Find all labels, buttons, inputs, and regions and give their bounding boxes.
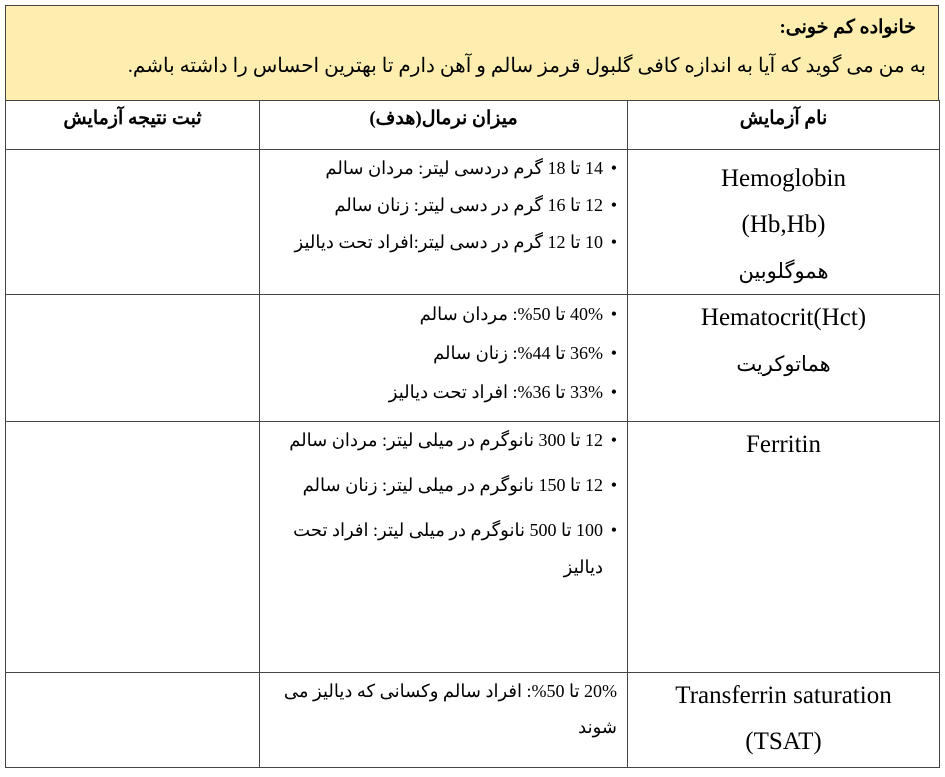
table-row — [6, 673, 940, 768]
normal-range-cell — [260, 295, 628, 422]
result-entry-cell[interactable] — [6, 295, 260, 422]
normal-range-cell — [260, 673, 628, 768]
range-item: • 12 تا 150 نانوگرم در میلی لیتر: زنان سالم — [268, 467, 617, 504]
range-item: 20% تا 50%: افراد سالم وکسانی که دیالیز می شوند — [283, 681, 617, 737]
test-name-fa: هموگلوبین — [738, 259, 829, 283]
normal-range-cell — [260, 150, 628, 295]
banner-title: خانواده کم خونی: — [779, 17, 916, 38]
header-normal-range: میزان نرمال(هدف) — [260, 101, 628, 150]
range-item: • 40% تا 50%: مردان سالم — [268, 295, 617, 334]
test-abbrev: (Hb,Hb) — [741, 211, 826, 238]
table-row — [6, 295, 940, 422]
table-header-row — [6, 101, 940, 150]
test-name-fa: هماتوکریت — [736, 352, 831, 376]
normal-range-cell — [260, 422, 628, 673]
test-name-cell — [628, 673, 940, 768]
anemia-family-banner — [5, 5, 939, 100]
result-entry-cell[interactable] — [6, 673, 260, 768]
range-item: • 100 تا 500 نانوگرم در میلی لیتر: افراد تحت دیالیز — [268, 512, 617, 586]
header-test-name: نام آزمایش — [628, 101, 940, 150]
lab-tests-table — [5, 100, 940, 768]
range-item: • 14 تا 18 گرم دردسی لیتر: مردان سالم — [268, 150, 617, 187]
test-name-cell — [628, 422, 940, 673]
result-entry-cell[interactable] — [6, 150, 260, 295]
banner-description: به من می گوید که آیا به اندازه کافی گلبول قرمز سالم و آهن دارم تا بهترین احساس را داشته باشم. — [127, 55, 926, 77]
test-name-en: Hemoglobin — [721, 165, 846, 192]
range-item: • 12 تا 16 گرم در دسی لیتر: زنان سالم — [268, 187, 617, 224]
range-item: • 10 تا 12 گرم در دسی لیتر:افراد تحت دیالیز — [268, 224, 617, 261]
test-abbrev: (TSAT) — [745, 728, 822, 755]
result-entry-cell[interactable] — [6, 422, 260, 673]
range-item: • 36% تا 44%: زنان سالم — [268, 334, 617, 373]
test-name-en: Transferrin saturation — [675, 682, 892, 709]
header-record-result: ثبت نتیجه آزمایش — [6, 101, 260, 150]
table-row — [6, 150, 940, 295]
test-name-en: Ferritin — [746, 431, 821, 458]
anemia-info-sheet — [5, 5, 939, 768]
table-row — [6, 422, 940, 673]
test-name-cell — [628, 295, 940, 422]
range-item: • 12 تا 300 نانوگرم در میلی لیتر: مردان سالم — [268, 422, 617, 459]
range-item: • 33% تا 36%: افراد تحت دیالیز — [268, 373, 617, 412]
test-name-cell — [628, 150, 940, 295]
test-name-en: (Hct)Hematocrit — [700, 304, 867, 331]
